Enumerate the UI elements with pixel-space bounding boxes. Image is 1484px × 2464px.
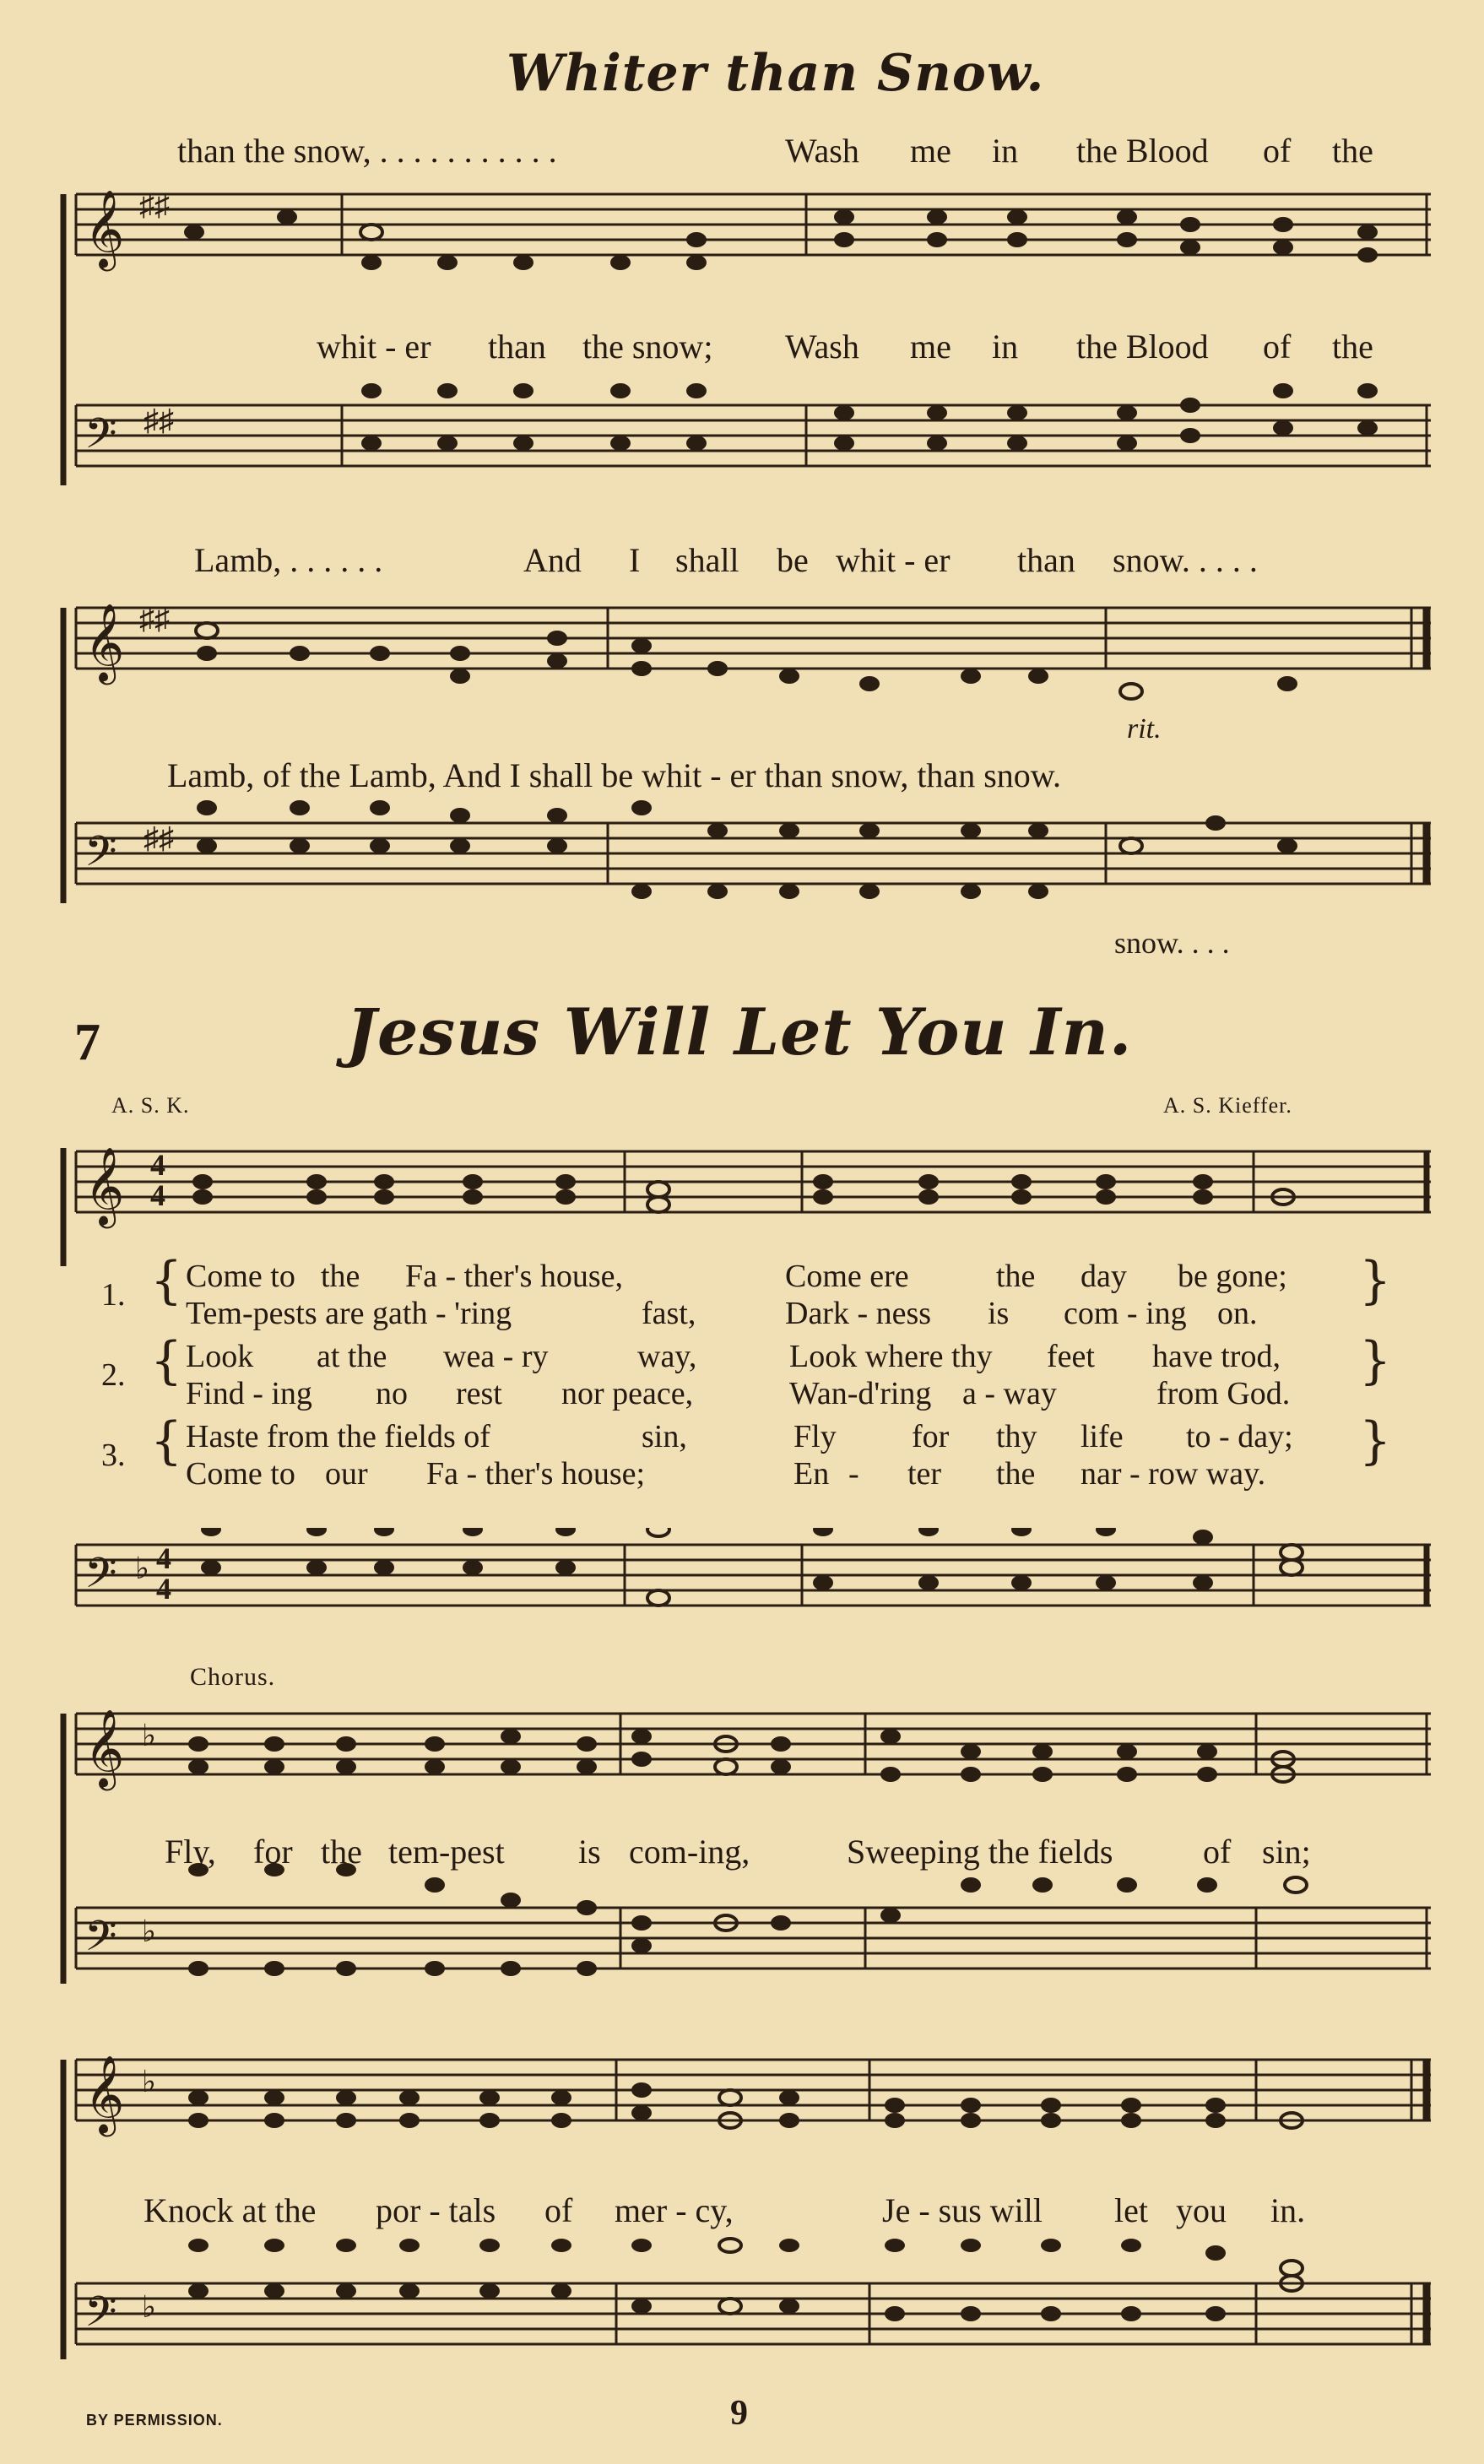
svg-text:♭: ♭ (142, 2290, 156, 2324)
verse-word: the (996, 1456, 1036, 1492)
verse-word: a - way (962, 1376, 1057, 1411)
verse-word: to - day; (1186, 1419, 1293, 1454)
lyric: be (777, 541, 809, 579)
verse-word: fast, (642, 1296, 696, 1331)
lyric: let (1114, 2191, 1148, 2229)
verse-number: 3. (101, 1438, 126, 1473)
brace-left: { (150, 1331, 183, 1390)
hymn2-author-right: A. S. Kieffer. (1163, 1093, 1292, 1118)
svg-text:𝄞: 𝄞 (84, 603, 125, 681)
lyric: you (1176, 2191, 1227, 2229)
lyric: Sweeping the fields (847, 1833, 1113, 1871)
svg-text:♯♯: ♯♯ (139, 602, 170, 636)
svg-text:4: 4 (156, 1541, 171, 1575)
lyric: than (488, 328, 546, 366)
lyric: in (992, 132, 1019, 170)
lyric: is (578, 1833, 601, 1871)
lyric: the (1332, 132, 1373, 170)
verse-word: sin, (642, 1419, 687, 1454)
verse-word: is (988, 1296, 1010, 1331)
lyric: snow. . . . . (1113, 541, 1258, 579)
brace-left: { (150, 1411, 183, 1470)
lyric: for (253, 1833, 293, 1871)
hymn2-number: 7 (74, 1014, 100, 1071)
verse-word: no (376, 1376, 408, 1411)
verse-word: rest (456, 1376, 502, 1411)
verse-word: Tem-pests are gath - 'ring (186, 1296, 512, 1331)
lyric: whit - er (836, 541, 951, 579)
svg-text:𝄢: 𝄢 (84, 409, 117, 468)
svg-text:𝄞: 𝄞 (84, 1709, 125, 1787)
verse-word: wea - ry (443, 1339, 549, 1374)
lyric: the Blood (1076, 328, 1209, 366)
lyric: of (544, 2191, 573, 2229)
lyric: me (910, 328, 951, 366)
svg-text:𝄢: 𝄢 (84, 1549, 117, 1608)
verse-word: at the (317, 1339, 387, 1374)
svg-text:♯♯: ♯♯ (144, 403, 174, 437)
lyric: the (1332, 328, 1373, 366)
verse-word: Come to (186, 1259, 295, 1294)
verse-word: way, (637, 1339, 697, 1374)
verse-word: com - ing (1064, 1296, 1187, 1331)
lyric: Lamb, . . . . . . (194, 541, 383, 579)
lyric: I (629, 541, 641, 579)
svg-text:𝄢: 𝄢 (84, 827, 117, 886)
verse-word: Fly (793, 1419, 837, 1454)
verse-word: Dark - ness (785, 1296, 932, 1331)
svg-text:♭: ♭ (142, 2065, 156, 2098)
verse-word: Find - ing (186, 1376, 312, 1411)
lyric: in. (1270, 2191, 1306, 2229)
verse-word: Look (186, 1339, 254, 1374)
verse-word: nar - row way. (1081, 1456, 1266, 1492)
lyric: com-ing, (629, 1833, 750, 1871)
lyric: sin; (1262, 1833, 1311, 1871)
verse-word: the (996, 1259, 1036, 1294)
verse-word: on. (1217, 1296, 1258, 1331)
hymn2-verse-bass-staff (0, 1528, 1484, 1654)
lyric: whit - er (317, 328, 431, 366)
lyric: Wash (785, 132, 859, 170)
verse-word: Fa - ther's house, (405, 1259, 624, 1294)
chorus-label: Chorus. (190, 1663, 276, 1691)
lyric: the snow; (582, 328, 713, 366)
verse-word: Fa - ther's house; (426, 1456, 646, 1492)
lyric: mer - cy, (615, 2191, 734, 2229)
lyric: than the snow, . . . . . . . . . . . (177, 132, 557, 170)
verse-word: our (325, 1456, 368, 1492)
verse-word: day (1081, 1259, 1127, 1294)
svg-text:♯♯: ♯♯ (139, 188, 170, 222)
lyric: tem-pest (388, 1833, 505, 1871)
svg-text:♭: ♭ (142, 1719, 156, 1752)
verse-word: be gone; (1178, 1259, 1287, 1294)
hymn1-title: Whiter than Snow. (506, 44, 1045, 103)
hymn2-author-left: A. S. K. (111, 1093, 190, 1118)
verse-word: Come ere (785, 1259, 909, 1294)
verse-word: life (1081, 1419, 1124, 1454)
permission-note: BY PERMISSION. (86, 2412, 223, 2429)
lyric: Wash (785, 328, 859, 366)
svg-text:4: 4 (150, 1148, 165, 1182)
verse-word: the (321, 1259, 360, 1294)
lyric: And (523, 541, 582, 579)
verse-word: for (912, 1419, 950, 1454)
svg-text:♭: ♭ (142, 1914, 156, 1948)
verse-word: have trod, (1152, 1339, 1281, 1374)
svg-text:𝄞: 𝄞 (84, 1146, 125, 1225)
svg-text:𝄢: 𝄢 (84, 1912, 117, 1971)
svg-text:𝄞: 𝄞 (84, 189, 125, 268)
brace-right: } (1359, 1331, 1392, 1390)
lyric: of (1263, 132, 1292, 170)
verse-word: Look where thy (789, 1339, 993, 1374)
hymn2-verse-treble-staff (0, 1140, 1484, 1266)
svg-text:𝄢: 𝄢 (84, 2288, 117, 2347)
verse-word: from God. (1156, 1376, 1291, 1411)
verse-word: - (848, 1456, 859, 1492)
brace-left: { (150, 1251, 183, 1310)
verse-word: Wan-d'ring (789, 1376, 932, 1411)
lyric: Knock at the (144, 2191, 317, 2229)
hymn1-system1-staves (0, 186, 1484, 523)
lyric: the (321, 1833, 362, 1871)
lyric: the Blood (1076, 132, 1209, 170)
lyric: Je - sus will (882, 2191, 1043, 2229)
verse-word: Come to (186, 1456, 295, 1492)
brace-right: } (1359, 1411, 1392, 1470)
lyric: of (1263, 328, 1292, 366)
lyric: me (910, 132, 951, 170)
verse-number: 1. (101, 1277, 126, 1313)
brace-right: } (1359, 1251, 1392, 1310)
svg-text:♭: ♭ (135, 1552, 149, 1585)
lyric: por - tals (376, 2191, 496, 2229)
hymn1-sys2-mid-lyrics: Lamb, of the Lamb, And I shall be whit - er than snow, than snow. (167, 756, 1062, 794)
verse-number: 2. (101, 1357, 126, 1393)
svg-text:4: 4 (156, 1572, 171, 1606)
verse-word: En (793, 1456, 830, 1492)
verse-word: thy (996, 1419, 1037, 1454)
verse-word: feet (1047, 1339, 1095, 1374)
lyric: shall (675, 541, 739, 579)
verse-word: ter (907, 1456, 942, 1492)
verse-word: nor peace, (561, 1376, 694, 1411)
lyric: in (992, 328, 1019, 366)
verse-word: Haste from the fields of (186, 1419, 490, 1454)
rit-marking: rit. (1127, 713, 1162, 745)
page-number: 9 (730, 2394, 748, 2433)
lyric: than (1017, 541, 1075, 579)
svg-text:♯♯: ♯♯ (144, 821, 174, 855)
svg-text:𝄞: 𝄞 (84, 2055, 125, 2133)
lyric: of (1203, 1833, 1232, 1871)
hymn1-sys2-bottom-lyric: snow. . . . (1114, 926, 1230, 960)
svg-text:4: 4 (150, 1178, 165, 1212)
hymn2-title: Jesus Will Let You In. (346, 994, 1133, 1070)
lyric: Fly, (165, 1833, 216, 1871)
